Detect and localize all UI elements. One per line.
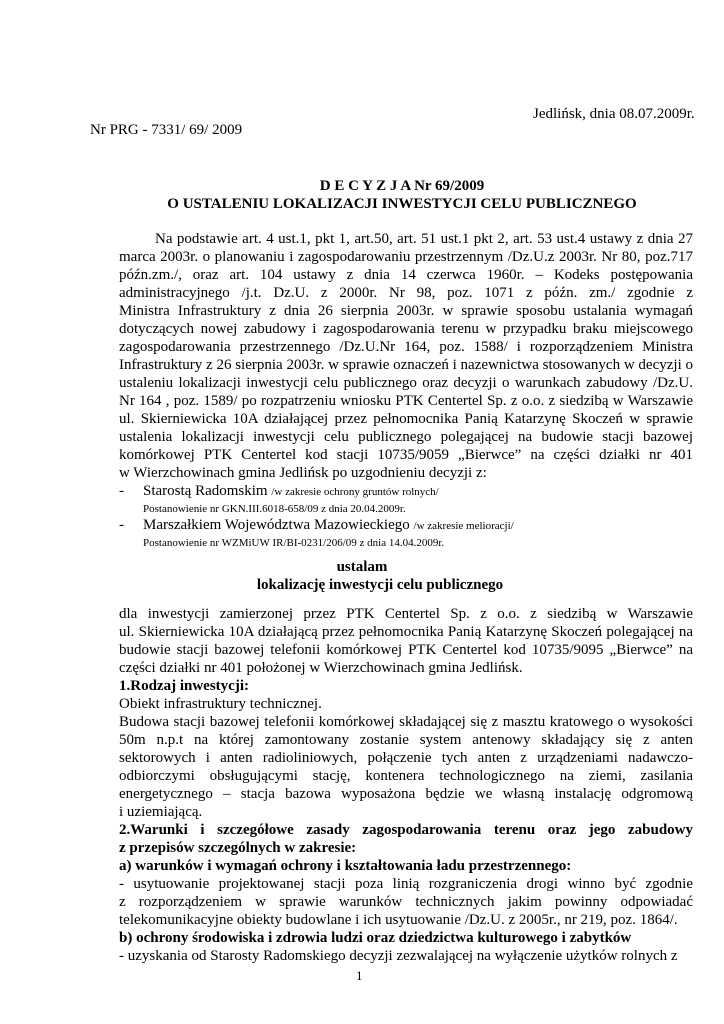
decision-object: lokalizację inwestycji celu publicznego	[256, 577, 504, 593]
agreement-ruling: Postanowienie nr GKN.III.6018-658/09 z dnia 20.04.2009r.	[143, 503, 406, 515]
agreement-item	[119, 516, 693, 534]
text-line: odbiorczymi obsługującymi stację, kontenera technologicznego na ziemi, zasilania	[119, 768, 693, 784]
section-heading: 1.Rodzaj inwestycji:	[119, 678, 249, 694]
text-line: ul. Skierniewicka 10A działającej przez pełnomocnika Panią Katarzynę Skoczeń w sprawie	[119, 411, 693, 427]
section-conditions	[119, 821, 693, 965]
decision-subtitle: O USTALENIU LOKALIZACJI INWESTYCJI CELU PUBLICZNEGO	[167, 196, 637, 212]
text-line: Ministra Infrastruktury z dnia 26 sierpnia 2003r. w sprawie sposobu ustalania wymagań	[119, 303, 693, 319]
text-line: dla inwestycji zamierzonej przez PTK Centertel Sp. z o.o. z siedzibą w Warszawie	[119, 606, 693, 622]
investment-paragraph	[119, 605, 693, 677]
decision-word: ustalam	[336, 559, 388, 575]
section-investment-type	[119, 677, 693, 821]
place-date: Jedlińsk, dnia 08.07.2009r.	[533, 106, 695, 122]
text-line: sektorowych i anten radioliniowych, połączenie tych anten z urządzeniami nadawczo-	[119, 750, 693, 766]
decision-title: D E C Y Z J A Nr 69/2009	[319, 178, 485, 194]
text-line: Infrastruktury z 26 sierpnia 2003r. w sprawie oznaczeń i nazewnictwa stosowanych w decyzji o	[119, 357, 693, 373]
section-heading: z przepisów szczególnych w zakresie:	[119, 840, 357, 856]
text-line: i uziemiającą.	[119, 804, 203, 820]
agreement-scope: /w zakresie melioracji/	[413, 520, 514, 532]
text-line: komórkowej PTK Centertel kod stacji 10735/9059 „Bierwce” na części działki nr 401	[119, 447, 693, 463]
case-number: Nr PRG - 7331/ 69/ 2009	[90, 122, 243, 138]
text-line: energetycznego – stacja bazowa wyposażona będzie we własną instalację odgromową	[119, 786, 693, 802]
text-line: - uzyskania od Starosty Radomskiego decyzji zezwalającej na wyłączenie użytków rolnych z	[119, 948, 678, 964]
section-heading: 2.Warunki i szczegółowe zasady zagospodarowania terenu oraz jego zabudowy	[119, 822, 693, 838]
text-line: ustalenia lokalizacji inwestycji celu publicznego polegającej na budowie stacji bazowej	[119, 429, 693, 445]
text-line: - usytuowanie projektowanej stacji poza linią rozgraniczenia drogi winno być zgodnie	[119, 876, 693, 892]
text-line: administracyjnego /j.t. Dz.U. z 2000r. Nr 98, poz. 1071 z późn. zm./ zgodnie z	[119, 285, 693, 301]
subsection-heading: b) ochrony środowiska i zdrowia ludzi oraz dziedzictwa kulturowego i zabytków	[119, 930, 632, 946]
agreements-list	[119, 482, 693, 550]
text-line: ul. Skierniewicka 10A działającą przez pełnomocnika Panią Katarzynę Skoczeń polegającej na	[119, 624, 693, 640]
list-dash: -	[119, 483, 124, 499]
subsection-heading: a) warunków i wymagań ochrony i kształtowania ładu przestrzennego:	[119, 858, 572, 874]
text-line: ustaleniu lokalizacji inwestycji celu publicznego oraz decyzji o warunkach zabudowy /Dz.U.	[119, 375, 693, 391]
text-line: zagospodarowania przestrzennego /Dz.U.Nr 164, poz. 1588/ i rozporządzeniem Ministra	[119, 339, 693, 355]
text-line: z rozporządzeniem w sprawie warunków technicznych jakim powinny odpowiadać	[119, 894, 693, 910]
text-line: późn.zm./, oraz art. 104 ustawy z dnia 14 czerwca 1960r. – Kodeks postępowania	[119, 267, 693, 283]
text-line: w Wierzchowinach gmina Jedlińsk po uzgodnieniu decyzji z:	[119, 465, 487, 481]
text-line: Nr 164 , poz. 1589/ po rozpatrzeniu wniosku PTK Centertel Sp. z o.o. z siedzibą w Warszawie	[119, 393, 693, 409]
page-number: 1	[356, 968, 363, 983]
text-line: marca 2003r. o planowaniu i zagospodarowaniu przestrzennym /Dz.U.z 2003r. Nr 80, poz.717	[119, 249, 693, 265]
text-line: 50m n.p.t na której zamontowany zostanie system antenowy składający się z anten	[119, 732, 693, 748]
agreement-ruling: Postanowienie nr WZMiUW IR/BI-0231/206/09 z dnia 14.04.2009r.	[143, 537, 445, 549]
text-line: Budowa stacji bazowej telefonii komórkowej składającej się z masztu kratowego o wysokości	[119, 714, 693, 730]
text-line: części działki nr 401 położonej w Wierzchowinach gmina Jedlińsk.	[119, 660, 523, 676]
agreement-scope: /w zakresie ochrony gruntów rolnych/	[271, 486, 439, 498]
text-line: Obiekt infrastruktury technicznej.	[119, 696, 322, 712]
text-line: budowie stacji bazowej telefonii komórkowej PTK Centertel kod 10735/9095 „Bierwce” na	[119, 642, 693, 658]
agreement-item	[119, 482, 693, 500]
text-line: Na podstawie art. 4 ust.1, pkt 1, art.50, art. 51 ust.1 pkt 2, art. 53 ust.4 ustawy z dnia 27	[155, 231, 693, 247]
agreement-authority: Starostą Radomskim	[143, 483, 268, 499]
list-dash: -	[119, 517, 124, 533]
text-line: dotyczących nowej zabudowy i zagospodarowania terenu w przypadku braku miejscowego	[119, 321, 693, 337]
agreement-authority: Marszałkiem Województwa Mazowieckiego	[143, 517, 410, 533]
text-line: telekomunikacyjne obiekty budowlane i ich usytuowanie /Dz.U. z 2005r., nr 219, poz. 1864/.	[119, 912, 678, 928]
intro-paragraph	[119, 230, 693, 482]
